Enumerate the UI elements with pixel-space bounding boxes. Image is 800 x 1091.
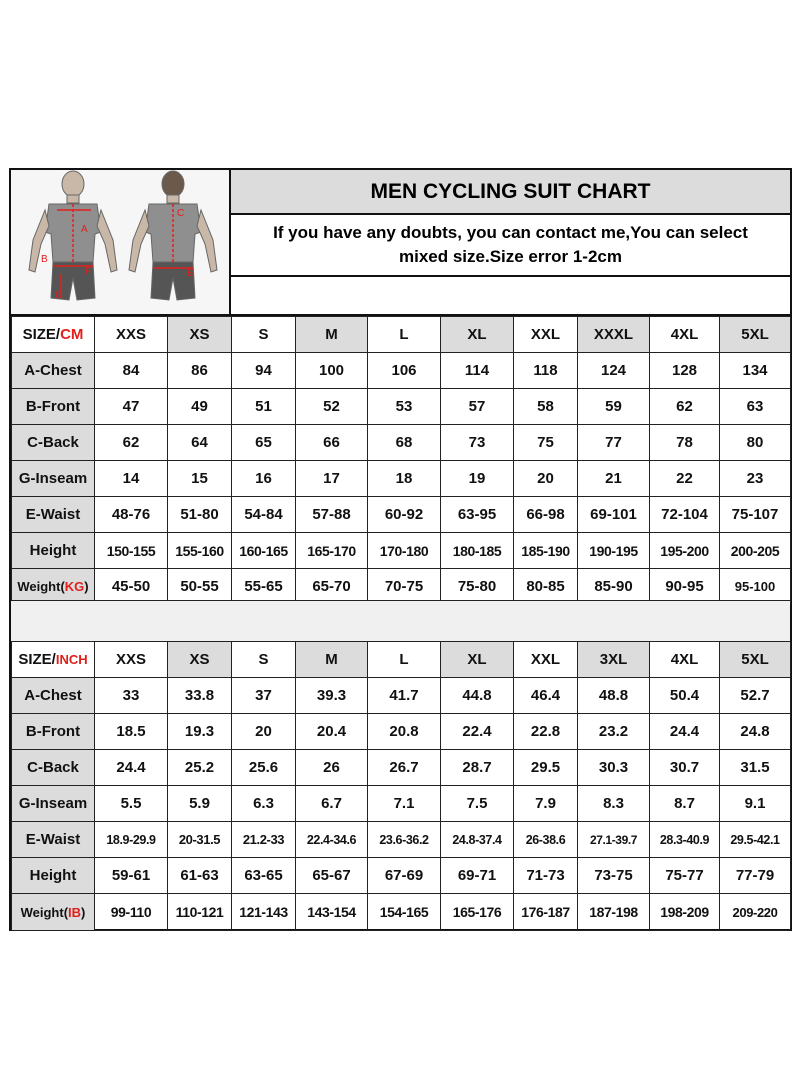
table-cell: 209-220 [720,894,791,931]
cm-header-row [12,317,791,353]
size-header-cell: XS [168,317,232,353]
table-cell: 63-95 [441,497,514,533]
table-cell: 73-75 [578,858,650,894]
size-header-cell: XXXL [578,317,650,353]
table-cell: 28.3-40.9 [650,822,720,858]
table-cell: 21 [578,461,650,497]
size-header-cell: XS [168,642,232,678]
table-cell: 106 [368,353,441,389]
table-cell: 41.7 [368,678,441,714]
table-cell: 75-107 [720,497,791,533]
table-cell: 62 [650,389,720,425]
table-cell: 29.5-42.1 [720,822,791,858]
table-cell: 18 [368,461,441,497]
size-header-cell: XXL [514,317,578,353]
table-cell: 26 [296,750,368,786]
row-label: C-Back [12,425,95,461]
table-cell: 198-209 [650,894,720,931]
row-label: E-Waist [12,822,95,858]
table-cell: 134 [720,353,791,389]
table-cell: 21.2-33 [232,822,296,858]
table-cell: 190-195 [578,533,650,569]
table-cell: 121-143 [232,894,296,931]
row-label: G-Inseam [12,461,95,497]
table-cell: 143-154 [296,894,368,931]
table-cell: 51 [232,389,296,425]
table-cell: 6.3 [232,786,296,822]
table-cell: 65-67 [296,858,368,894]
table-cell: 72-104 [650,497,720,533]
table-cell: 67-69 [368,858,441,894]
table-cell: 23 [720,461,791,497]
table-cell: 180-185 [441,533,514,569]
table-row [12,497,791,533]
weight-label: Weight(KG) [12,569,95,605]
table-cell: 84 [95,353,168,389]
header-spacer [231,277,790,314]
chart-header [11,170,790,316]
table-cell: 59-61 [95,858,168,894]
table-cell: 51-80 [168,497,232,533]
table-cell: 69-71 [441,858,514,894]
table-cell: 110-121 [168,894,232,931]
table-cell: 77 [578,425,650,461]
table-cell: 165-170 [296,533,368,569]
table-cell: 50-55 [168,569,232,605]
table-cell: 95-100 [720,569,791,605]
table-row [12,714,791,750]
size-header-cell: L [368,642,441,678]
table-cell: 80-85 [514,569,578,605]
row-label: E-Waist [12,497,95,533]
table-cell: 49 [168,389,232,425]
table-cell: 71-73 [514,858,578,894]
label-b: B [41,254,48,265]
table-cell: 33.8 [168,678,232,714]
table-cell: 65 [232,425,296,461]
table-cell: 150-155 [95,533,168,569]
table-cell: 29.5 [514,750,578,786]
table-cell: 195-200 [650,533,720,569]
table-cell: 80 [720,425,791,461]
table-cell: 46.4 [514,678,578,714]
table-cell: 50.4 [650,678,720,714]
table-cell: 23.6-36.2 [368,822,441,858]
table-cell: 52.7 [720,678,791,714]
table-cell: 33 [95,678,168,714]
table-cell: 24.4 [95,750,168,786]
label-e: E [187,268,194,279]
table-cell: 165-176 [441,894,514,931]
table-cell: 19.3 [168,714,232,750]
table-cell: 66 [296,425,368,461]
table-cell: 47 [95,389,168,425]
table-cell: 16 [232,461,296,497]
table-cell: 99-110 [95,894,168,931]
table-cell: 124 [578,353,650,389]
table-cell: 100 [296,353,368,389]
table-cell: 45-50 [95,569,168,605]
table-cell: 187-198 [578,894,650,931]
inch-size-header: SIZE/INCH [12,642,95,678]
table-cell: 128 [650,353,720,389]
table-cell: 44.8 [441,678,514,714]
size-header-cell: XL [441,642,514,678]
row-label: A-Chest [12,678,95,714]
table-cell: 155-160 [168,533,232,569]
size-header-cell: M [296,642,368,678]
table-cell: 39.3 [296,678,368,714]
table-cell: 90-95 [650,569,720,605]
row-label: C-Back [12,750,95,786]
table-cell: 5.9 [168,786,232,822]
table-cell: 8.7 [650,786,720,822]
table-cell: 64 [168,425,232,461]
table-cell: 30.7 [650,750,720,786]
table-cell: 59 [578,389,650,425]
table-cell: 22.4 [441,714,514,750]
table-cell: 24.4 [650,714,720,750]
table-cell: 66-98 [514,497,578,533]
table-cell: 58 [514,389,578,425]
table-cell: 52 [296,389,368,425]
size-header-cell: L [368,317,441,353]
table-cell: 62 [95,425,168,461]
table-cell: 6.7 [296,786,368,822]
table-cell: 19 [441,461,514,497]
table-cell: 63-65 [232,858,296,894]
table-cell: 75 [514,425,578,461]
table-cell: 26-38.6 [514,822,578,858]
label-a: A [81,224,88,235]
label-c: C [177,208,185,219]
chart-note [231,215,790,277]
table-cell: 69-101 [578,497,650,533]
table-cell: 30.3 [578,750,650,786]
table-cell: 114 [441,353,514,389]
table-cell: 75-77 [650,858,720,894]
size-header-cell: 5XL [720,642,791,678]
table-cell: 170-180 [368,533,441,569]
row-label: Height [12,533,95,569]
table-cell: 22.8 [514,714,578,750]
table-cell: 9.1 [720,786,791,822]
table-separator [11,600,790,642]
cm-size-table [11,316,791,605]
table-cell: 24.8-37.4 [441,822,514,858]
table-cell: 20 [514,461,578,497]
table-row [12,425,791,461]
table-cell: 14 [95,461,168,497]
table-cell: 60-92 [368,497,441,533]
note-line-1: If you have any doubts, you can contact me,You can select [273,223,748,242]
inch-size-table [11,641,791,931]
table-cell: 28.7 [441,750,514,786]
table-cell: 185-190 [514,533,578,569]
table-cell: 65-70 [296,569,368,605]
table-cell: 94 [232,353,296,389]
table-cell: 7.9 [514,786,578,822]
note-line-2: mixed size.Size error 1-2cm [398,247,622,266]
table-cell: 70-75 [368,569,441,605]
table-cell: 20.4 [296,714,368,750]
table-cell: 20 [232,714,296,750]
row-label: Height [12,858,95,894]
label-f: F [85,266,92,277]
table-row [12,353,791,389]
table-cell: 15 [168,461,232,497]
table-row [12,461,791,497]
table-cell: 23.2 [578,714,650,750]
size-header-cell: XL [441,317,514,353]
table-cell: 22.4-34.6 [296,822,368,858]
table-cell: 78 [650,425,720,461]
table-row [12,822,791,858]
table-cell: 85-90 [578,569,650,605]
size-header-cell: 4XL [650,642,720,678]
size-header-cell: 3XL [578,642,650,678]
table-cell: 86 [168,353,232,389]
row-label: A-Chest [12,353,95,389]
table-cell: 7.1 [368,786,441,822]
row-label: G-Inseam [12,786,95,822]
chart-title: MEN CYCLING SUIT CHART [231,170,790,215]
weight-row [12,894,791,931]
table-row [12,533,791,569]
table-cell: 154-165 [368,894,441,931]
table-row [12,389,791,425]
table-cell: 57-88 [296,497,368,533]
table-cell: 73 [441,425,514,461]
size-header-cell: 4XL [650,317,720,353]
table-cell: 77-79 [720,858,791,894]
table-cell: 20-31.5 [168,822,232,858]
table-cell: 176-187 [514,894,578,931]
table-cell: 200-205 [720,533,791,569]
table-cell: 20.8 [368,714,441,750]
table-cell: 54-84 [232,497,296,533]
table-row [12,750,791,786]
size-header-cell: 5XL [720,317,791,353]
cm-size-header: SIZE/CM [12,317,95,353]
table-cell: 25.6 [232,750,296,786]
table-cell: 26.7 [368,750,441,786]
size-header-cell: S [232,642,296,678]
table-cell: 25.2 [168,750,232,786]
table-cell: 48.8 [578,678,650,714]
table-cell: 75-80 [441,569,514,605]
table-cell: 5.5 [95,786,168,822]
table-cell: 7.5 [441,786,514,822]
table-cell: 22 [650,461,720,497]
table-cell: 53 [368,389,441,425]
table-cell: 24.8 [720,714,791,750]
body-diagram-illustration [11,170,229,314]
inch-header-row [12,642,791,678]
table-cell: 8.3 [578,786,650,822]
weight-label: Weight(IB) [12,894,95,931]
row-label: B-Front [12,714,95,750]
table-cell: 160-165 [232,533,296,569]
size-header-cell: S [232,317,296,353]
measurement-figure [11,170,231,314]
table-cell: 37 [232,678,296,714]
table-cell: 55-65 [232,569,296,605]
table-cell: 61-63 [168,858,232,894]
label-g: G [55,290,63,301]
size-header-cell: XXS [95,317,168,353]
table-cell: 68 [368,425,441,461]
table-cell: 63 [720,389,791,425]
size-chart [9,168,792,931]
size-header-cell: XXL [514,642,578,678]
table-cell: 118 [514,353,578,389]
table-row [12,678,791,714]
table-cell: 27.1-39.7 [578,822,650,858]
table-row [12,858,791,894]
table-cell: 18.5 [95,714,168,750]
size-header-cell: XXS [95,642,168,678]
table-cell: 48-76 [95,497,168,533]
table-row [12,786,791,822]
table-cell: 31.5 [720,750,791,786]
size-header-cell: M [296,317,368,353]
table-cell: 18.9-29.9 [95,822,168,858]
row-label: B-Front [12,389,95,425]
table-cell: 17 [296,461,368,497]
table-cell: 57 [441,389,514,425]
